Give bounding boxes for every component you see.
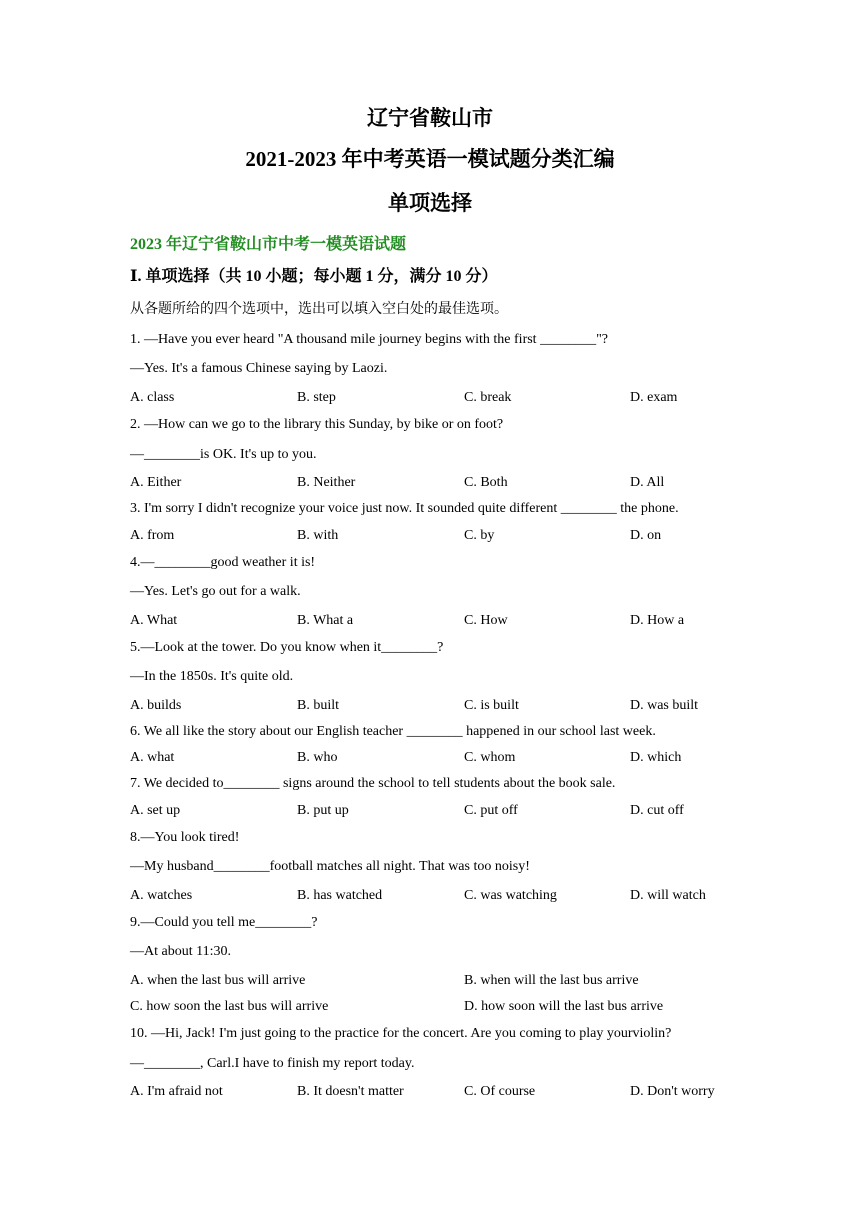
option-d: D. Don't worry [630, 1084, 715, 1099]
option-c: C. Of course [464, 1084, 536, 1099]
question-1-stem: 1. —Have you ever heard "A thousand mile journey begins with the first ________"? [130, 332, 608, 347]
option-a: A. I'm afraid not [130, 1084, 223, 1099]
option-b: B. Neither [297, 475, 356, 490]
option-b: B. It doesn't matter [297, 1084, 404, 1099]
option-a: A. What [130, 613, 178, 628]
document-title-region: 辽宁省鞍山市 [367, 106, 493, 130]
option-d: D. How a [630, 613, 685, 628]
option-b: B. with [297, 528, 339, 543]
question-7-stem: 7. We decided to________ signs around the school to tell students about the book sale. [130, 776, 616, 791]
question-10-reply: —________, Carl.I have to finish my report today. [130, 1056, 415, 1071]
question-5-reply: —In the 1850s. It's quite old. [130, 669, 294, 684]
document-title-main: 2021-2023 年中考英语一模试题分类汇编 [245, 147, 615, 171]
option-a: A. watches [130, 888, 193, 903]
option-d: D. on [630, 528, 662, 543]
option-a: A. builds [130, 698, 182, 713]
question-10-stem: 10. —Hi, Jack! I'm just going to the practice for the concert. Are you coming to play yourviolin? [130, 1026, 672, 1041]
question-8-reply: —My husband________football matches all night. That was too noisy! [130, 859, 530, 874]
question-4-reply: —Yes. Let's go out for a walk. [130, 584, 301, 599]
section-heading: Ⅰ. 单项选择（共 10 小题；每小题 1 分，满分 10 分） [130, 268, 498, 285]
option-b: B. What a [297, 613, 354, 628]
option-a: A. when the last bus will arrive [130, 973, 306, 988]
option-d: D. cut off [630, 803, 684, 818]
option-c: C. put off [464, 803, 518, 818]
option-c: C. is built [464, 698, 519, 713]
option-c: C. how soon the last bus will arrive [130, 999, 329, 1014]
option-b: B. has watched [297, 888, 383, 903]
option-a: A. Either [130, 475, 182, 490]
option-b: B. when will the last bus arrive [464, 973, 639, 988]
option-d: D. how soon will the last bus arrive [464, 999, 664, 1014]
option-b: B. step [297, 390, 336, 405]
option-d: D. was built [630, 698, 699, 713]
option-b: B. who [297, 750, 338, 765]
question-3-stem: 3. I'm sorry I didn't recognize your voice just now. It sounded quite different ________ the phone. [130, 501, 679, 516]
question-9-reply: —At about 11:30. [130, 944, 231, 959]
option-d: D. will watch [630, 888, 706, 903]
document-title-topic: 单项选择 [388, 191, 472, 215]
question-9-stem: 9.—Could you tell me________? [130, 915, 318, 930]
option-c: C. was watching [464, 888, 557, 903]
question-2-reply: —________is OK. It's up to you. [130, 447, 317, 462]
option-d: D. All [630, 475, 665, 490]
question-1-reply: —Yes. It's a famous Chinese saying by Laozi. [130, 361, 388, 376]
option-a: A. class [130, 390, 175, 405]
option-c: C. break [464, 390, 512, 405]
option-c: C. How [464, 613, 508, 628]
instructions: 从各题所给的四个选项中，选出可以填入空白处的最佳选项。 [130, 302, 508, 317]
option-d: D. exam [630, 390, 678, 405]
question-4-stem: 4.—________good weather it is! [130, 555, 316, 570]
option-c: C. by [464, 528, 495, 543]
option-a: A. set up [130, 803, 181, 818]
question-5-stem: 5.—Look at the tower. Do you know when it________? [130, 640, 444, 655]
question-2-stem: 2. —How can we go to the library this Sunday, by bike or on foot? [130, 417, 504, 432]
option-d: D. which [630, 750, 682, 765]
option-c: C. Both [464, 475, 508, 490]
option-b: B. put up [297, 803, 349, 818]
exam-subtitle: 2023 年辽宁省鞍山市中考一模英语试题 [130, 236, 407, 253]
option-a: A. what [130, 750, 175, 765]
option-b: B. built [297, 698, 340, 713]
question-8-stem: 8.—You look tired! [130, 830, 240, 845]
question-6-stem: 6. We all like the story about our English teacher ________ happened in our school last week. [130, 724, 656, 739]
option-c: C. whom [464, 750, 516, 765]
option-a: A. from [130, 528, 175, 543]
